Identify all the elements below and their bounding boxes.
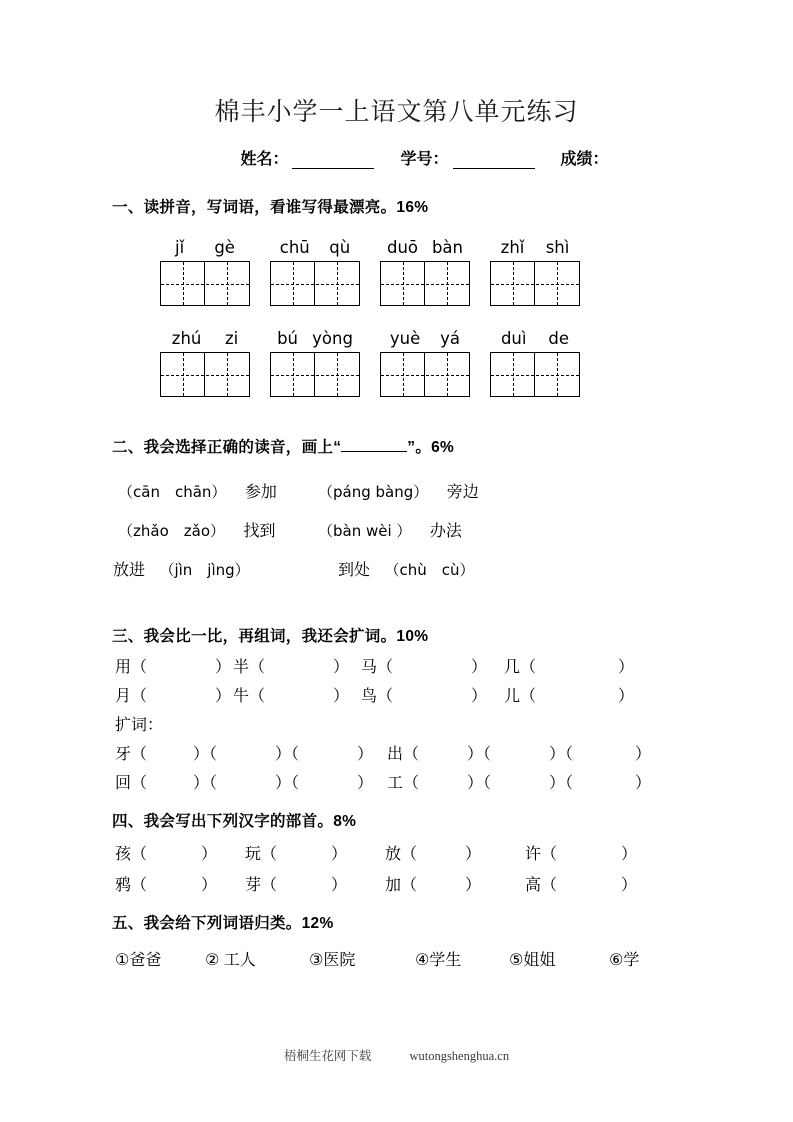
- pinyin-syllable: zhú: [171, 329, 202, 348]
- choice-item[interactable]: [113, 557, 338, 580]
- footer-site: wutongshenghua.cn: [409, 1049, 510, 1063]
- section-3-compare-row-1: [0, 654, 793, 677]
- radical-cell[interactable]: [385, 841, 525, 864]
- expand-paren-close: ）: [635, 775, 652, 792]
- tianzige-box[interactable]: [380, 261, 470, 306]
- radical-char: 鸦（: [115, 877, 148, 894]
- radical-char: 加（: [385, 877, 418, 894]
- section-2-row-3: [0, 557, 793, 580]
- pinyin-pair: [380, 324, 470, 348]
- compare-char: 儿（: [504, 688, 537, 705]
- radical-paren-close: ）: [201, 846, 218, 863]
- choice-word: 放进: [113, 562, 146, 579]
- expand-char: 牙（: [115, 746, 148, 763]
- section-5-items: [0, 947, 793, 970]
- pinyin-pair: [490, 233, 580, 257]
- section-2-underline-sample: [341, 437, 407, 452]
- choice-word: 办法: [429, 523, 462, 540]
- pinyin-grid-row-1: [160, 233, 793, 306]
- choice-word: 参加: [244, 484, 277, 501]
- compare-cell[interactable]: [504, 654, 634, 677]
- expand-cell[interactable]: [115, 741, 387, 764]
- section-4-heading: 四、我会写出下列汉字的部首。8%: [112, 813, 357, 830]
- classify-item[interactable]: ⑥学: [609, 952, 640, 969]
- compare-char: 月（: [115, 688, 148, 705]
- name-field-blank[interactable]: [292, 154, 374, 169]
- compare-cell[interactable]: [115, 683, 233, 706]
- pinyin-labels-row-2: [160, 324, 793, 348]
- score-field-label: 成绩：: [560, 151, 609, 168]
- radical-cell[interactable]: [245, 872, 385, 895]
- tianzige-box[interactable]: [270, 352, 360, 397]
- expand-cell[interactable]: [387, 770, 651, 793]
- pinyin-syllable: yá: [440, 329, 461, 348]
- name-field: [240, 146, 400, 169]
- pinyin-syllable: chū: [279, 238, 310, 257]
- pinyin-syllable: bàn: [431, 238, 463, 257]
- footer: [0, 1046, 793, 1064]
- expand-paren-close: ）: [357, 775, 374, 792]
- tianzige-box[interactable]: [490, 352, 580, 397]
- radical-cell[interactable]: [245, 841, 385, 864]
- radical-char: 许（: [525, 846, 558, 863]
- radical-char: 孩（: [115, 846, 148, 863]
- character-grid-row-1: [160, 261, 793, 306]
- expand-char: 出（: [387, 746, 420, 763]
- compare-paren-close: ）: [471, 688, 488, 705]
- tianzige-box[interactable]: [380, 352, 470, 397]
- tianzige-box[interactable]: [160, 261, 250, 306]
- pinyin-syllable: zi: [224, 329, 239, 348]
- section-1-body: [0, 233, 793, 397]
- compare-char: 几（: [504, 659, 537, 676]
- pinyin-syllable: yòng: [312, 329, 353, 348]
- page-title: 棉丰小学一上语文第八单元练习: [214, 97, 579, 126]
- radical-char: 放（: [385, 846, 418, 863]
- expand-char: 工（: [387, 775, 420, 792]
- radical-paren-close: ）: [331, 846, 348, 863]
- compare-cell[interactable]: [504, 683, 634, 706]
- pinyin-pair: [160, 324, 250, 348]
- section-1-heading: 一、读拼音，写词语，看谁写得最漂亮。16%: [112, 199, 429, 216]
- expand-parens: ）（: [193, 746, 218, 763]
- expand-char: 回（: [115, 775, 148, 792]
- compare-cell[interactable]: [361, 654, 504, 677]
- radical-cell[interactable]: [525, 872, 637, 895]
- section-2-heading-post: ”。6%: [407, 439, 455, 456]
- compare-paren-close: ）: [333, 659, 350, 676]
- classify-item[interactable]: ①爸爸: [115, 952, 162, 969]
- expand-parens: ）（: [467, 746, 492, 763]
- compare-char: 用（: [115, 659, 148, 676]
- section-3-expand-label: 扩词：: [115, 717, 164, 734]
- choice-word: 旁边: [446, 484, 479, 501]
- tianzige-box[interactable]: [160, 352, 250, 397]
- choice-pinyin: （páng bàng）: [318, 483, 429, 501]
- radical-paren-close: ）: [621, 877, 638, 894]
- classify-item[interactable]: ② 工人: [205, 952, 256, 969]
- compare-paren-close: ）: [471, 659, 488, 676]
- pinyin-syllable: bú: [277, 329, 298, 348]
- choice-word: 到处: [338, 562, 371, 579]
- choice-pinyin: （bàn wèi ）: [318, 522, 412, 540]
- section-3-expand-row-1: [0, 741, 793, 764]
- pinyin-pair: [380, 233, 470, 257]
- compare-paren-close: ）: [618, 688, 635, 705]
- pinyin-syllable: duō: [386, 238, 418, 257]
- section-2-row-2: [0, 518, 793, 541]
- classify-item[interactable]: ④学生: [415, 952, 462, 969]
- compare-cell[interactable]: [233, 683, 361, 706]
- expand-parens: ）（: [467, 775, 492, 792]
- section-4-row-1: [0, 841, 793, 864]
- choice-item[interactable]: [318, 518, 462, 541]
- section-4-row-2: [0, 872, 793, 895]
- choice-pinyin: （cān chān）: [118, 483, 227, 501]
- compare-paren-close: ）: [215, 659, 232, 676]
- radical-paren-close: ）: [465, 846, 482, 863]
- student-id-field-blank[interactable]: [453, 154, 535, 169]
- pinyin-syllable: yuè: [389, 329, 421, 348]
- choice-pinyin: （jìn jìng）: [159, 561, 250, 579]
- section-2-heading-pre: 二、我会选择正确的读音，画上“: [112, 439, 342, 456]
- pinyin-pair: [270, 233, 360, 257]
- pinyin-syllable: de: [548, 329, 570, 348]
- choice-pinyin: （zhǎo zǎo）: [118, 522, 225, 540]
- radical-cell[interactable]: [115, 841, 245, 864]
- expand-cell[interactable]: [387, 741, 651, 764]
- pinyin-syllable: qù: [329, 238, 351, 257]
- pinyin-syllable: gè: [214, 238, 235, 257]
- character-grid-row-2: [160, 352, 793, 397]
- expand-paren-close: ）: [635, 746, 652, 763]
- compare-cell[interactable]: [361, 683, 504, 706]
- compare-paren-close: ）: [333, 688, 350, 705]
- compare-cell[interactable]: [233, 654, 361, 677]
- section-3-heading: 三、我会比一比，再组词，我还会扩词。10%: [112, 628, 429, 645]
- radical-cell[interactable]: [385, 872, 525, 895]
- radical-char: 玩（: [245, 846, 278, 863]
- expand-paren-close: ）: [357, 746, 374, 763]
- pinyin-grid-row-2: [160, 324, 793, 397]
- section-5-heading: 五、我会给下列词语归类。12%: [112, 915, 334, 932]
- radical-paren-close: ）: [331, 877, 348, 894]
- expand-parens: ）（: [549, 775, 574, 792]
- choice-item[interactable]: [338, 557, 474, 580]
- pinyin-pair: [490, 324, 580, 348]
- section-3-expand-row-2: [0, 770, 793, 793]
- name-field-label: 姓名：: [240, 151, 289, 168]
- expand-parens: ）（: [275, 775, 300, 792]
- compare-char: 牛（: [233, 688, 266, 705]
- choice-pinyin: （chù cù）: [384, 561, 475, 579]
- score-field: [561, 146, 613, 169]
- pinyin-syllable: duì: [500, 329, 527, 348]
- footer-source: 梧桐生花网下载: [283, 1048, 372, 1063]
- expand-parens: ）（: [549, 746, 574, 763]
- choice-item[interactable]: [318, 479, 479, 502]
- radical-char: 芽（: [245, 877, 278, 894]
- student-id-field: [400, 146, 560, 169]
- pinyin-syllable: jǐ: [175, 238, 185, 257]
- radical-paren-close: ）: [621, 846, 638, 863]
- section-2-row-1: [0, 479, 793, 502]
- expand-parens: ）（: [275, 746, 300, 763]
- radical-cell[interactable]: [525, 841, 637, 864]
- compare-char: 半（: [233, 659, 266, 676]
- tianzige-box[interactable]: [490, 261, 580, 306]
- pinyin-labels-row-1: [160, 233, 793, 257]
- radical-char: 高（: [525, 877, 558, 894]
- student-id-field-label: 学号：: [400, 151, 449, 168]
- pinyin-pair: [160, 233, 250, 257]
- section-2-heading: [0, 435, 793, 457]
- compare-cell[interactable]: [115, 654, 233, 677]
- header-fields: [0, 146, 793, 169]
- tianzige-box[interactable]: [270, 261, 360, 306]
- radical-cell[interactable]: [115, 872, 245, 895]
- choice-word: 找到: [243, 523, 276, 540]
- section-3-compare-row-2: [0, 683, 793, 706]
- pinyin-pair: [270, 324, 360, 348]
- classify-item[interactable]: ⑤姐姐: [509, 952, 556, 969]
- expand-cell[interactable]: [115, 770, 387, 793]
- radical-paren-close: ）: [465, 877, 482, 894]
- radical-paren-close: ）: [201, 877, 218, 894]
- compare-paren-close: ）: [618, 659, 635, 676]
- classify-item[interactable]: ③医院: [309, 952, 356, 969]
- pinyin-syllable: zhǐ: [500, 238, 525, 257]
- pinyin-syllable: shì: [545, 238, 570, 257]
- compare-paren-close: ）: [215, 688, 232, 705]
- choice-item[interactable]: [118, 479, 318, 502]
- choice-item[interactable]: [118, 518, 318, 541]
- expand-parens: ）（: [193, 775, 218, 792]
- compare-char: 鸟（: [361, 688, 394, 705]
- compare-char: 马（: [361, 659, 394, 676]
